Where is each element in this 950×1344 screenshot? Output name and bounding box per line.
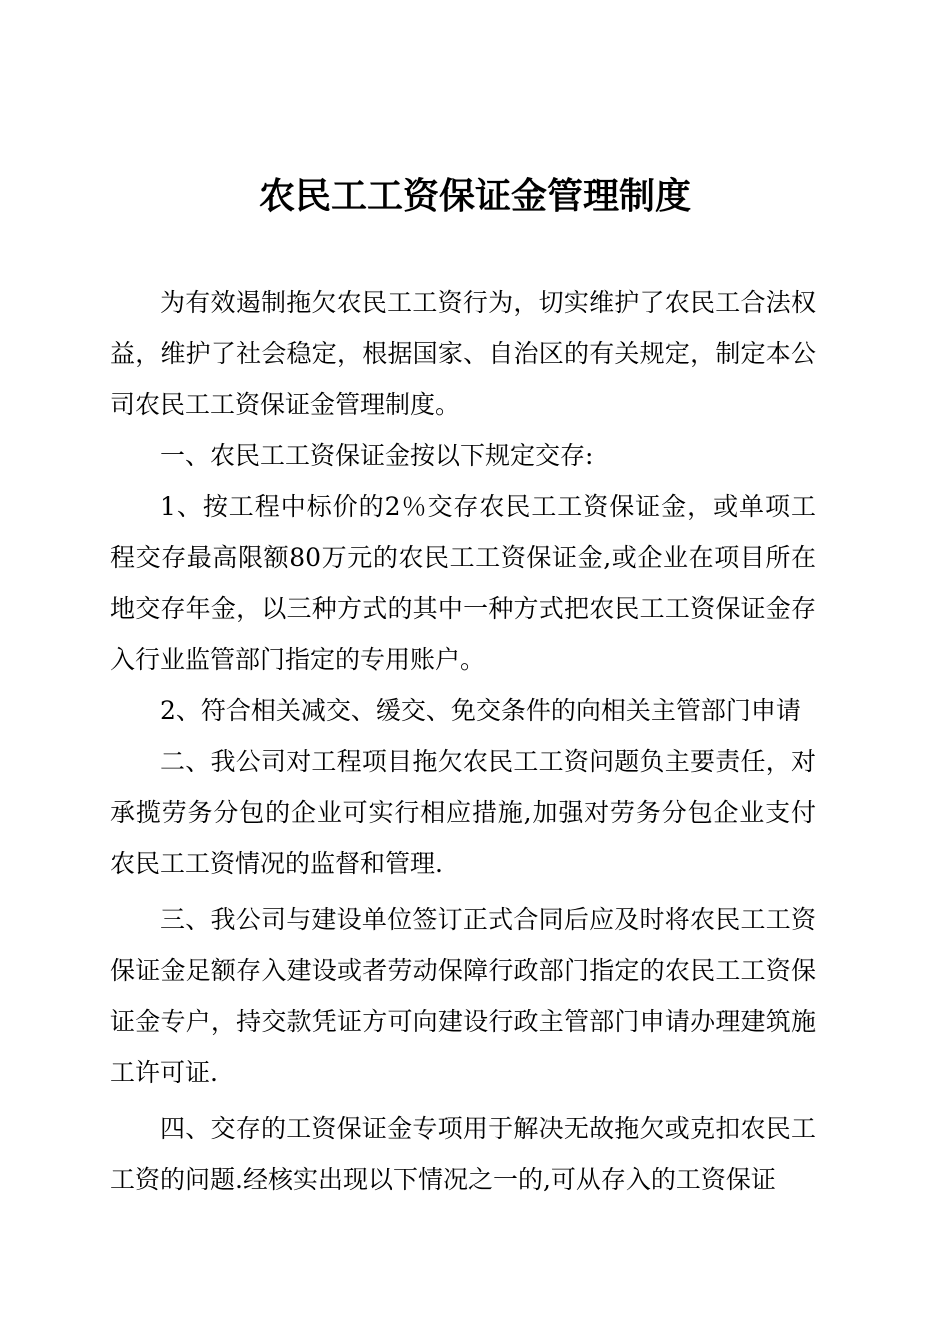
document-body: [110, 277, 816, 1205]
document-title: 农民工工资保证金管理制度: [258, 175, 691, 217]
paragraph-section-4: 四、交存的工资保证金专项用于解决无故拖欠或克扣农民工工资的问题.经核实出现以下情况之一的,可从存入的工资保证: [110, 1114, 816, 1194]
paragraph-item-2: 2、符合相关减交、缓交、免交条件的向相关主管部门申请: [160, 696, 801, 725]
paragraph-item-1: 1、按工程中标价的2％交存农民工工资保证金，或单项工程交存最高限额80万元的农民工工资保证金,或企业在项目所在地交存年金，以三种方式的其中一种方式把农民工工资保证金存入行业监管部门指定的专用账户。: [110, 492, 816, 674]
paragraph-section-1: 一、农民工工资保证金按以下规定交存:: [160, 441, 594, 470]
paragraph-section-3: 三、我公司与建设单位签订正式合同后应及时将农民工工资保证金足额存入建设或者劳动保障行政部门指定的农民工工资保证金专户，持交款凭证方可向建设行政主管部门申请办理建筑施工许可证.: [110, 905, 816, 1087]
paragraph-section-2: 二、我公司对工程项目拖欠农民工工资问题负主要责任，对承揽劳务分包的企业可实行相应措施,加强对劳务分包企业支付农民工工资情况的监督和管理.: [110, 747, 816, 878]
paragraph-intro: 为有效遏制拖欠农民工工资行为，切实维护了农民工合法权益，维护了社会稳定，根据国家、自治区的有关规定，制定本公司农民工工资保证金管理制度。: [110, 288, 816, 419]
